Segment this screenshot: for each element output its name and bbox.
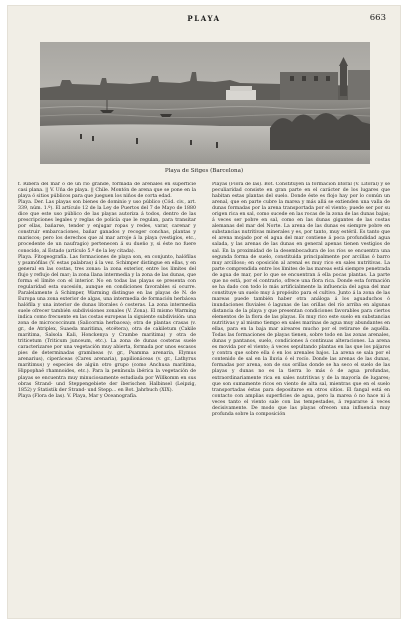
page-number: 663 (369, 13, 386, 23)
text-paragraph: Playas (Flora de las). Bot. Constituyen la formación litoral (V. Litoral) y se peculiaridad consiste en gran parte en el carácter de los lugares que habitan estas plantas del suelo. Donde éste es flojo hay por lo común un arenal, que en parte cubre la marea y más allá se extienden una valla de dunas formadas por la arena transportada por el viento; puede ser por su origen rica en sal, como sucede en las rocas de la zona de las dunas bajas; á veces ser pobre en sal, como en las dunas gigantes de las costas alemanas del mar del Norte. La arena de las dunas es siempre pobre en substancias nutritivas minerales y es, por tanto, muy estéril. Es tanto que el arena mojado por el agua del mar contiene á poca profundidad agua salada, y las arenas de las dunas en general apenas tienen vestigios de sal. En la proximidad de la desembocadura de los ríos se encuentra una segunda forma de suelo, constituida principalmente por arcillas ó barro muy arcilloso; en oposición al arenal es muy rico en sales nutritivas. La parte comprendida entre los límites de las mareas está siempre penetrada de agua de mar, por lo que se encuentran á ella pocas plantas. La parte que no está, por el contrario, ofrece una flora rica. Donde esta formación se ha dado con todo lo más artificialmente la influencia del agua del mar constituye un suelo muy á propósito para el cultivo. Junto á la zona de las mareas puede también haber otra análoga á los aguaduchos ó inundaciones fluviales ó lagunas de las orillas del río arriba en algunas distancia de la playa y que presentan condiciones favorables para ciertos elementos de la flora de las playas. Es muy rico este suelo en substancias nutritivas y al mismo tiempo en sales marinas de agua muy abundantes en ellas, para en la baja mar aireares mucho por el retirarse de aquélla. Todas las formaciones de playas tienen, sobre todo en las zonas arenales, dunas y pantanos, suelo, condiciones á continuas alteraciones. La arena es movida por el viento; á veces sepultando plantas en las que los pájaros y contra que sobre ella ó en los arenales bajos. La arena se sala por el contenido de sal en la lluvia ó el rocío. Donde las arenas de las dunas, formadas por arena, son de sus orillas donde se ha seco el suelo de las playas y dunas no es la tierra lo más ó de agua profundas, extraordinariamente rica en sales nutritivas y de la mayoría de lugares; que son sumamente ricos en viento de alta sal, mientras que en el suelo transportadas éstas para depositarse en otros sitios. El fangal está en contacto con amplias superficies de agua, pero la marea ó no hace ni á veces tanto el viento sale con las tempestades, á repararse á veces decisivamente. De modo que las playas ofrecen una influencia muy profunda sobre la composición (212, 182, 390, 417)
text-column-right (212, 182, 390, 614)
book-page (8, 6, 400, 618)
running-header (8, 14, 400, 28)
text-column-left (18, 182, 196, 614)
text-paragraph: Playa. Fitogeografía. Las formaciones de playa son, en conjunto, halófilas y psamófilas (V. estas palabras) á la vez. Schimper distingue en ellas, y en general en las costas, tres zonas: la zona exterior, entre los límites del flujo y reflujo del mar; la zona llana intermedia y la zona de las dunas, que forma el límite con el interior. No en todas las playas se presenta con regularidad esta sucesión, aunque en condiciones favorables sí ocurre. Paralelamente á Schimper, Warming distingue en las playas de N. de Europa una zona exterior de algas, una intermedia de formación herbácea halófila y una interior de dunas litorales ó costeras. La zona intermedia suele ofrecer también subdivisiones zonales (V. Zona). El mismo Warming indica como frecuente en las costas europeas la siguiente subdivisión: una zona de micrococcinum (Salicornia herbacea); otra de plantas crasas (v. gr., de Atriplex, Suaeda maritima, etcétera), otra de cakiletum (Cakile maritima, Salsola Kali, Honckenya y Crambe maritima) y otra de triticetum (Triticum junceum, etc.). La zona de dunas costeras suele caracterizarse por una vegetación muy abierta, formada por unos escasos pies de determinadas gramíneas (v. gr., Psamma arenaria, Elymus arenarius), ciperáceas (Carex arenaria), papilionáceas (v. gr., Lathyrus maritimus) y especies de algún otro grupo (como Anchusa maritima, Hippophaë rhamnoides, etc.). Para la península ibérica la vegetación de playas se encuentra muy minuciosamente estudiada por Willkomm en sus obras Strand- und Steppengebiete der iberischen Halbinsel (Leipzig, 1852) y Statistik der Strand- und Stepp... en Bot. Jahrbuch (XIX). (18, 254, 196, 393)
photo-caption: Playa de Sitges (Barcelona) (164, 168, 244, 174)
running-title: PLAYA (187, 14, 221, 23)
text-paragraph: Playa. Der. Las playas son bienes de dominio y uso público (Cód. civ., art. 339, núm. 1.º). El artículo 12 de la Ley de Puertos del 7 de Mayo de 1880 dice que este uso público de las playas autoriza á todos, dentro de las prescripciones legales y reglas de policía que le regulan, para transitar por ellas, bañarse, tender y enjugar ropas y redes, varar, carenar y construir embarcaciones, bañar ganados y recoger conchas, plantas y mariscos; pero los derechos que al mar arroje á la playa (vestigios, etc., procedente de un naufragio) pertenecen á su dueño y, si éste no fuere conocido, al Estado (artículo 5.º de la ley citada). (18, 200, 196, 254)
text-paragraph: Playa (Flora de las). V. Playa, Mar y Oceanografía. (18, 393, 138, 399)
text-paragraph: f. Ribera del mar ó de un río grande, formada de arenales en superficie casi plana. || V. Uña de playa. || Chile. Montón de arena que se pone en la playa ó sitios públicos para que jueguen los niños de corta edad. (18, 182, 196, 200)
beach-photograph-drawing (40, 42, 370, 164)
beach-photograph (40, 42, 370, 164)
